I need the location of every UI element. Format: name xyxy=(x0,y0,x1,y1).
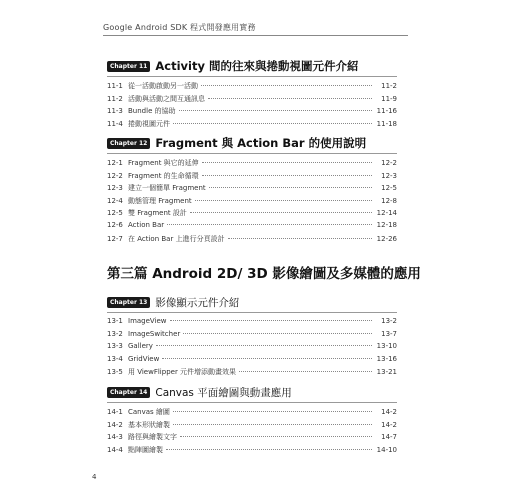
toc-entry-title: 捲動視圖元件 xyxy=(128,119,170,128)
chapter-divider xyxy=(107,153,397,154)
toc-entry-number: 11-2 xyxy=(107,94,123,103)
toc-entry-page: 13-10 xyxy=(376,342,397,351)
toc-entry-page: 14-2 xyxy=(381,408,397,416)
toc-entry-title: 活動與活動之間互通訊息 xyxy=(128,94,205,103)
chapter-title: 影像顯示元件介紹 xyxy=(155,296,240,309)
toc-entry-page: 12-14 xyxy=(376,209,397,218)
toc-entry-number: 13-1 xyxy=(107,317,123,325)
toc-entry-title: Bundle 的協助 xyxy=(128,107,176,116)
chapter-12-section xyxy=(107,134,397,246)
toc-leader-dots xyxy=(173,424,372,425)
chapter-title: Canvas 平面繪圖與動畫應用 xyxy=(155,386,292,399)
toc-entry-page: 11-18 xyxy=(376,119,397,128)
toc-entry-page: 13-21 xyxy=(376,368,397,377)
toc-entry-page: 12-8 xyxy=(381,196,397,205)
toc-entry-page: 12-26 xyxy=(376,234,397,243)
toc-entry-page: 12-2 xyxy=(381,159,397,167)
toc-leader-dots xyxy=(162,358,372,359)
toc-leader-dots xyxy=(179,110,372,111)
toc-entry-title: Canvas 繪圖 xyxy=(128,408,170,416)
toc-entry[interactable] xyxy=(107,355,397,368)
chapter-divider xyxy=(107,76,397,77)
chapter-badge: Chapter 11 xyxy=(107,61,150,72)
toc-entry-page: 12-18 xyxy=(376,220,397,229)
toc-entry-number: 13-4 xyxy=(107,354,123,363)
chapter-divider xyxy=(107,312,397,313)
chapter-heading xyxy=(107,293,397,311)
toc-entry-page: 13-7 xyxy=(381,329,397,338)
toc-entry-number: 13-2 xyxy=(107,329,123,338)
toc-leader-dots xyxy=(170,320,372,321)
toc-entry-title: ImageSwitcher xyxy=(128,329,181,338)
toc-entry-title: 雙 Fragment 設計 xyxy=(128,209,187,218)
chapter-badge: Chapter 14 xyxy=(107,387,150,398)
toc-entry-title: Action Bar xyxy=(128,220,165,229)
toc-leader-dots xyxy=(209,187,372,188)
toc-entry[interactable] xyxy=(107,420,397,433)
toc-entry-number: 14-1 xyxy=(107,408,123,416)
toc-leader-dots xyxy=(173,411,372,412)
chapter-divider xyxy=(107,402,397,403)
page-number: 4 xyxy=(92,473,97,481)
toc-entry[interactable] xyxy=(107,94,397,107)
toc-entry-page: 14-10 xyxy=(376,445,397,454)
toc-entry-title: 點陣圖繪製 xyxy=(128,445,163,454)
toc-entry-page: 12-3 xyxy=(381,171,397,180)
chapter-badge: Chapter 12 xyxy=(107,138,150,149)
toc-entry-page: 11-2 xyxy=(381,82,397,90)
toc-entry-number: 12-5 xyxy=(107,209,123,218)
toc-entry-number: 12-1 xyxy=(107,159,123,167)
toc-entry-number: 12-4 xyxy=(107,196,123,205)
toc-leader-dots xyxy=(190,212,372,213)
chapter-11-section xyxy=(107,57,397,131)
toc-entry-page: 12-5 xyxy=(381,184,397,193)
toc-entry-number: 13-5 xyxy=(107,368,123,377)
toc-entry-page: 13-2 xyxy=(381,317,397,325)
toc-entry[interactable] xyxy=(107,432,397,445)
toc-leader-dots xyxy=(156,345,372,346)
toc-entry[interactable] xyxy=(107,221,397,234)
toc-entry-page: 11-9 xyxy=(381,94,397,103)
chapter-title: Fragment 與 Action Bar 的使用說明 xyxy=(155,136,367,150)
toc-leader-dots xyxy=(239,371,372,372)
toc-entry-title: Gallery xyxy=(128,342,153,351)
toc-entry-title: 從一活動啟動另一活動 xyxy=(128,82,198,90)
toc-entry-number: 14-2 xyxy=(107,420,123,429)
toc-entry-page: 14-7 xyxy=(381,433,397,442)
toc-leader-dots xyxy=(167,224,372,225)
toc-entry-title: 在 Action Bar 上進行分頁設計 xyxy=(128,234,225,243)
toc-entry-title: 基本形狀繪製 xyxy=(128,420,170,429)
toc-entry-title: Fragment 的生命循環 xyxy=(128,171,199,180)
toc-entry[interactable] xyxy=(107,196,397,209)
toc-entry-title: 動態管理 Fragment xyxy=(128,196,192,205)
toc-leader-dots xyxy=(166,449,372,450)
header-divider xyxy=(103,35,408,36)
chapter-heading xyxy=(107,134,397,152)
chapter-badge: Chapter 13 xyxy=(107,297,150,308)
toc-leader-dots xyxy=(201,85,372,86)
part-heading: 第三篇 Android 2D/ 3D 影像繪圖及多媒體的應用 xyxy=(107,266,421,282)
toc-entry[interactable] xyxy=(107,407,397,420)
chapter-14-section xyxy=(107,383,397,457)
toc-entry[interactable] xyxy=(107,317,397,330)
toc-leader-dots xyxy=(180,436,372,437)
toc-leader-dots xyxy=(208,98,372,99)
toc-entry-number: 11-3 xyxy=(107,107,123,116)
toc-entry-title: 路徑與繪製文字 xyxy=(128,433,177,442)
toc-entry-number: 11-4 xyxy=(107,119,123,128)
toc-entry-page: 14-2 xyxy=(381,420,397,429)
toc-entry[interactable] xyxy=(107,367,397,380)
toc-entry-title: ImageView xyxy=(128,317,167,325)
toc-entry-number: 14-3 xyxy=(107,433,123,442)
toc-entry-number: 12-6 xyxy=(107,220,123,229)
toc-entry-title: 建立一個簡單 Fragment xyxy=(128,184,206,193)
toc-entry[interactable] xyxy=(107,208,397,221)
toc-leader-dots xyxy=(183,333,372,334)
toc-leader-dots xyxy=(228,238,372,239)
toc-entry[interactable] xyxy=(107,445,397,458)
toc-entry-number: 12-3 xyxy=(107,184,123,193)
toc-leader-dots xyxy=(173,123,372,124)
toc-entry-number: 14-4 xyxy=(107,445,123,454)
toc-entry[interactable] xyxy=(107,158,397,171)
toc-entry-number: 11-1 xyxy=(107,82,123,90)
toc-entry-page: 13-16 xyxy=(376,354,397,363)
toc-leader-dots xyxy=(202,162,372,163)
toc-entry[interactable] xyxy=(107,81,397,94)
toc-entry[interactable] xyxy=(107,183,397,196)
chapter-heading xyxy=(107,57,397,75)
toc-leader-dots xyxy=(202,175,372,176)
toc-entry-title: 用 ViewFlipper 元件增添動畫效果 xyxy=(128,368,237,377)
toc-entry-title: GridView xyxy=(128,354,160,363)
toc-entry[interactable] xyxy=(107,234,397,247)
toc-entry[interactable] xyxy=(107,342,397,355)
chapter-heading xyxy=(107,383,397,401)
toc-leader-dots xyxy=(195,200,372,201)
toc-entry-page: 11-16 xyxy=(376,107,397,116)
running-header: Google Android SDK 程式開發應用實務 xyxy=(103,23,256,32)
toc-entry-title: Fragment 與它的延伸 xyxy=(128,159,199,167)
toc-entry[interactable] xyxy=(107,330,397,343)
toc-entry[interactable] xyxy=(107,106,397,119)
toc-entry[interactable] xyxy=(107,119,397,132)
toc-entry-number: 12-7 xyxy=(107,234,123,243)
chapter-title: Activity 間的往來與捲動視圖元件介紹 xyxy=(155,59,359,73)
chapter-13-section xyxy=(107,293,397,380)
toc-entry-number: 12-2 xyxy=(107,171,123,180)
toc-entry[interactable] xyxy=(107,171,397,184)
toc-entry-number: 13-3 xyxy=(107,342,123,351)
